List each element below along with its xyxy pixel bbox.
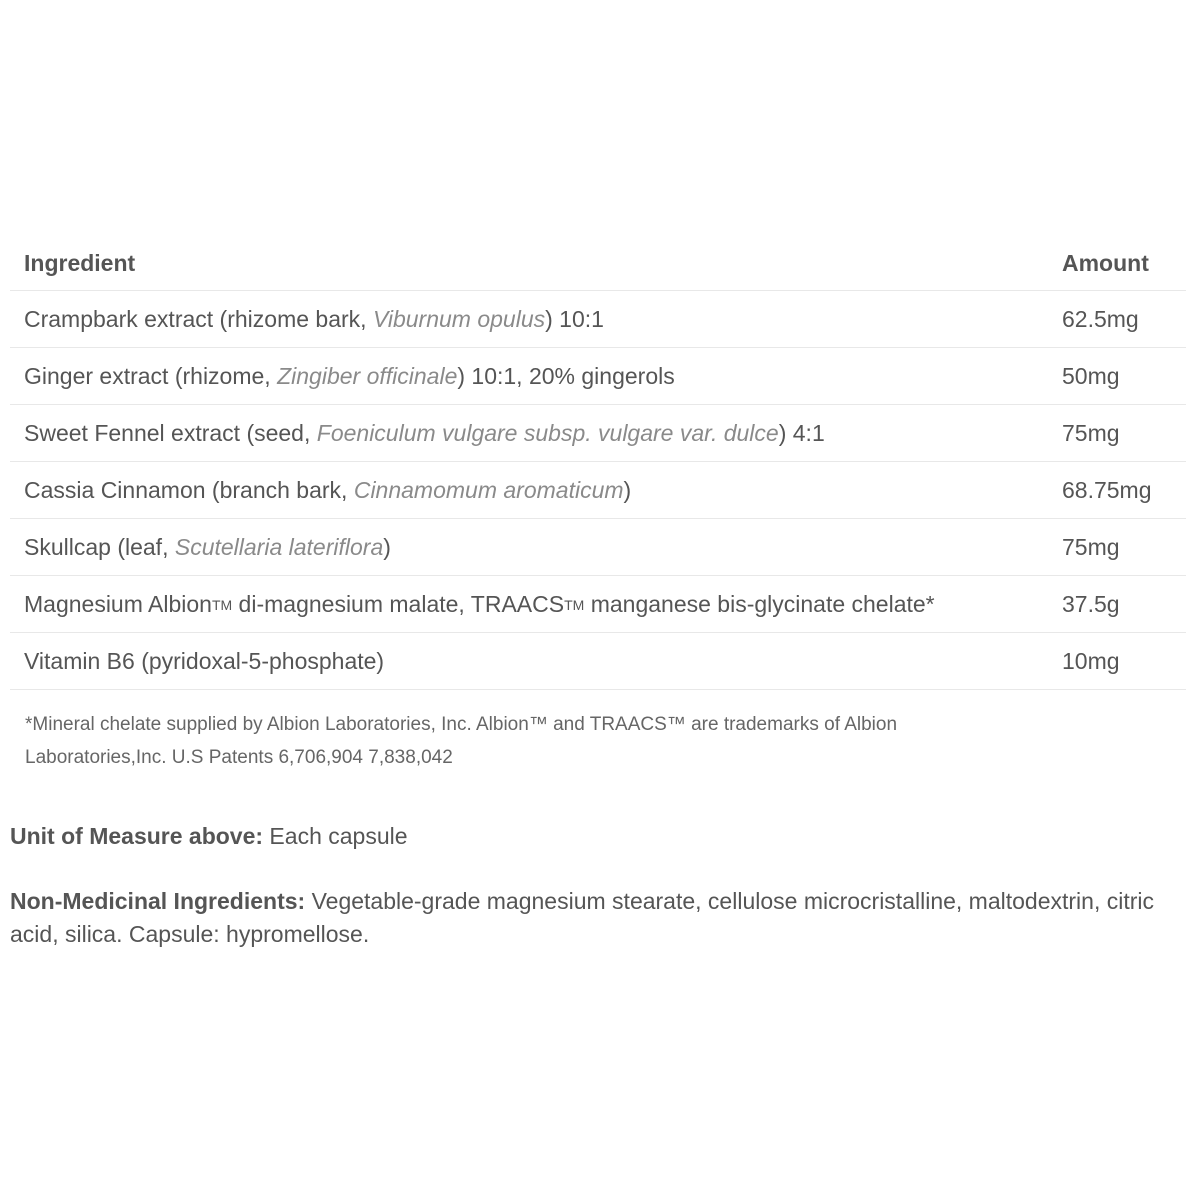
- table-row: [10, 291, 1186, 348]
- ingredient-cell: Crampbark extract (rhizome bark, Viburnum opulus) 10:1: [10, 291, 1048, 348]
- table-row: [10, 519, 1186, 576]
- ingredient-cell: Magnesium AlbionTM di-magnesium malate, TRAACSTM manganese bis-glycinate chelate*: [10, 576, 1048, 633]
- ingredient-cell: Skullcap (leaf, Scutellaria lateriflora): [10, 519, 1048, 576]
- unit-of-measure-label: Unit of Measure above:: [10, 823, 264, 849]
- latin-name: Foeniculum vulgare subsp. vulgare var. dulce: [316, 419, 779, 446]
- amount-column-header: Amount: [1048, 236, 1186, 291]
- ingredient-cell: Sweet Fennel extract (seed, Foeniculum vulgare subsp. vulgare var. dulce) 4:1: [10, 405, 1048, 462]
- non-medicinal-label: Non-Medicinal Ingredients:: [10, 888, 306, 914]
- table-row: [10, 576, 1186, 633]
- table-header-row: [10, 236, 1186, 291]
- table-row: [10, 462, 1186, 519]
- ingredients-table: [10, 236, 1186, 690]
- amount-cell: 10mg: [1048, 633, 1186, 690]
- ingredient-column-header: Ingredient: [10, 236, 1048, 291]
- amount-cell: 75mg: [1048, 405, 1186, 462]
- non-medicinal-ingredients: [10, 885, 1190, 951]
- latin-name: Zingiber officinale: [277, 362, 458, 389]
- footnote: *Mineral chelate supplied by Albion Laboratories, Inc. Albion™ and TRAACS™ are trademarks of Albion Laboratories,Inc. U.S Patents 6,706,904 7,838,042: [25, 714, 898, 768]
- table-row: [10, 405, 1186, 462]
- amount-cell: 50mg: [1048, 348, 1186, 405]
- amount-cell: 75mg: [1048, 519, 1186, 576]
- latin-name: Cinnamomum aromaticum: [353, 476, 624, 503]
- ingredient-cell: Ginger extract (rhizome, Zingiber officinale) 10:1, 20% gingerols: [10, 348, 1048, 405]
- unit-of-measure: [10, 820, 1190, 853]
- amount-cell: 68.75mg: [1048, 462, 1186, 519]
- latin-name: Scutellaria lateriflora: [174, 533, 384, 560]
- ingredient-cell: Vitamin B6 (pyridoxal-5-phosphate): [10, 633, 1048, 690]
- table-row: [10, 348, 1186, 405]
- ingredient-cell: Cassia Cinnamon (branch bark, Cinnamomum aromaticum): [10, 462, 1048, 519]
- trademark-mark: TM: [564, 596, 585, 613]
- trademark-mark: TM: [211, 596, 233, 613]
- table-row: [10, 633, 1186, 690]
- latin-name: Viburnum opulus: [372, 305, 546, 332]
- unit-of-measure-value: Each capsule: [263, 823, 408, 849]
- amount-cell: 62.5mg: [1048, 291, 1186, 348]
- non-medicinal-value: Vegetable-grade magnesium stearate, cellulose microcristalline, maltodextrin, citric acid, silica. Capsule: hypromellose.: [10, 888, 1155, 947]
- amount-cell: 37.5g: [1048, 576, 1186, 633]
